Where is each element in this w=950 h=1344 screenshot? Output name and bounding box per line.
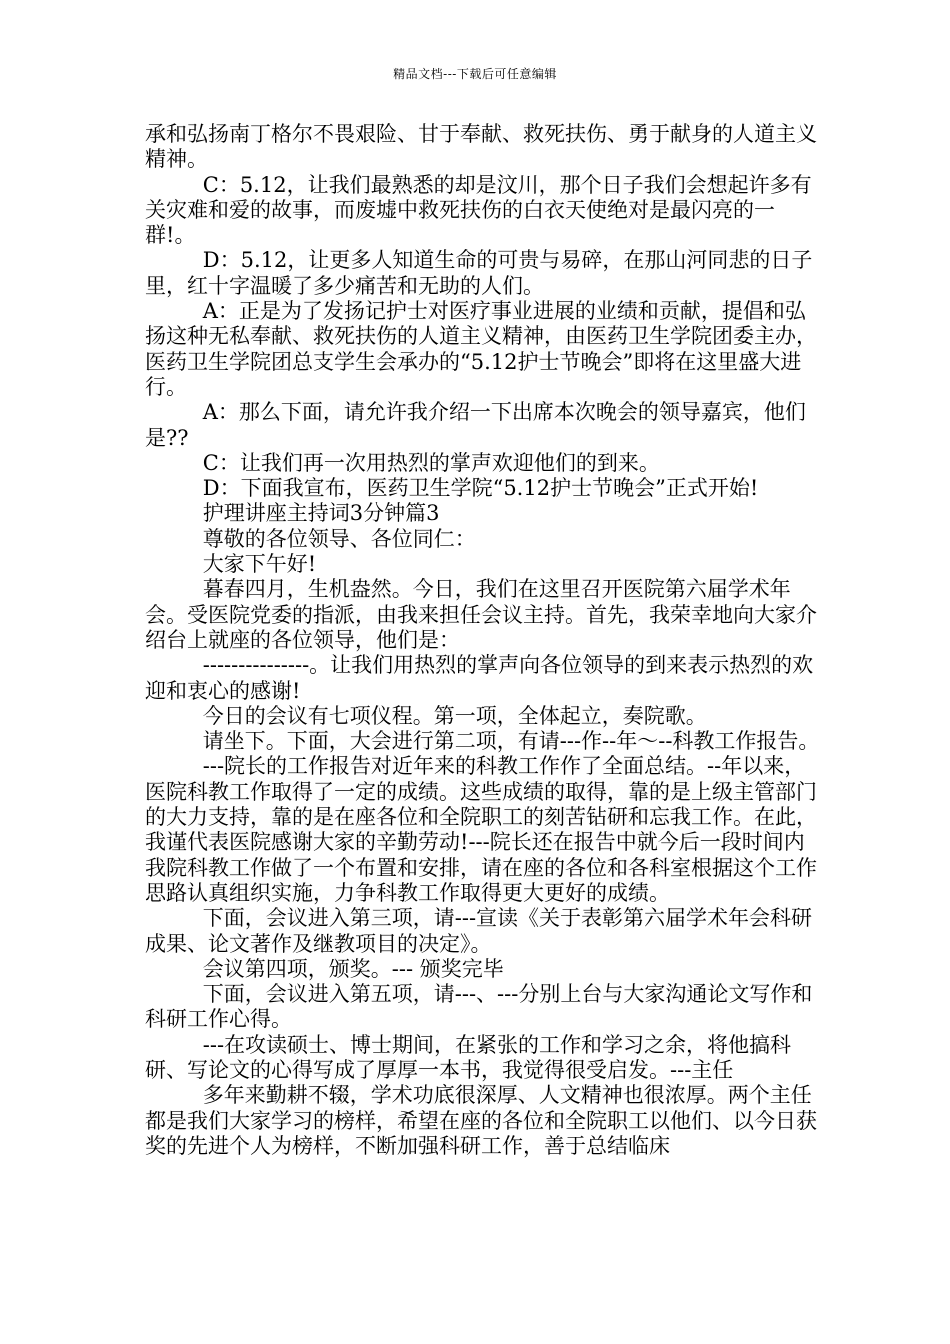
paragraph: 会议第四项，颁奖。--- 颁奖完毕 <box>202 956 504 981</box>
paragraph: D：5.12，让更多人知道生命的可贵与易碎，在那山河同悲的日子里，红十字温暖了多少痛苦和无助的人们。 <box>145 248 813 298</box>
page-header: 精品文档---下载后可任意编辑 <box>393 67 557 81</box>
document-body <box>145 122 820 1159</box>
paragraph: 多年来勤耕不辍，学术功底很深厚、人文精神也很浓厚。两个主任都是我们大家学习的榜样，希望在座的各位和全院职工以他们、以今日获奖的先进个人为榜样，不断加强科研工作，善于总结临床 <box>145 1083 817 1158</box>
paragraph: 暮春四月，生机盎然。今日，我们在这里召开医院第六届学术年会。受医院党委的指派，由我来担任会议主持。首先，我荣幸地向大家介绍台上就座的各位领导，他们是： <box>145 577 817 652</box>
paragraph: D：下面我宣布，医药卫生学院“5.12护士节晚会”正式开始! <box>202 476 759 501</box>
paragraph: 下面，会议进入第五项，请---、---分别上台与大家沟通论文写作和科研工作心得。 <box>145 982 813 1032</box>
paragraph: ---院长的工作报告对近年来的科教工作作了全面总结。--年以来，医院科教工作取得了一定的成绩。这些成绩的取得，靠的是上级主管部门的大力支持，靠的是在座各位和全院职工的刻苦钻研和忘我工作。在此，我谨代表医院感谢大家的辛勤劳动!---院长还在报告中就今后一段时间内我院科教工作做了一个布置和安排，请在座的各位和各科室根据这个工作思路认真组织实施，力争科教工作取得更大更好的成绩。 <box>145 754 817 905</box>
salutation: 尊敬的各位领导、各位同仁： <box>202 526 476 551</box>
paragraph: A：正是为了发扬记护士对医疗事业进展的业绩和贡献，提倡和弘扬这种无私奉献、救死扶伤的人道主义精神，由医药卫生学院团委主办，医药卫生学院团总支学生会承办的“5.12护士节晚会”即将在这里盛大进行。 <box>145 299 817 399</box>
paragraph: ---在攻读硕士、博士期间，在紧张的工作和学习之余，将他搞科研、写论文的心得写成了厚厚一本书，我觉得很受启发。---主任 <box>145 1032 792 1082</box>
paragraph: ---------------。让我们用热烈的掌声向各位领导的到来表示热烈的欢迎和衷心的感谢! <box>145 653 814 703</box>
paragraph: 承和弘扬南丁格尔不畏艰险、甘于奉献、救死扶伤、勇于献身的人道主义精神。 <box>145 122 817 172</box>
greeting: 大家下午好! <box>202 552 317 577</box>
paragraph: 今日的会议有七项仪程。第一项，全体起立，奏院歌。 <box>202 703 707 728</box>
paragraph: C：让我们再一次用热烈的掌声欢迎他们的到来。 <box>202 450 660 475</box>
section-heading: 护理讲座主持词3分钟篇3 <box>202 501 440 526</box>
paragraph: C：5.12，让我们最熟悉的却是汶川，那个日子我们会想起许多有关灾难和爱的故事，而废墟中救死扶伤的白衣天使绝对是最闪亮的一群!。 <box>145 172 812 248</box>
paragraph: 请坐下。下面，大会进行第二项，有请---作--年～--科教工作报告。 <box>202 729 820 754</box>
paragraph: A：那么下面，请允许我介绍一下出席本次晚会的领导嘉宾，他们是?? <box>145 400 806 450</box>
paragraph: 下面，会议进入第三项，请---宣读《关于表彰第六届学术年会科研成果、论文著作及继教项目的决定》。 <box>145 906 813 956</box>
